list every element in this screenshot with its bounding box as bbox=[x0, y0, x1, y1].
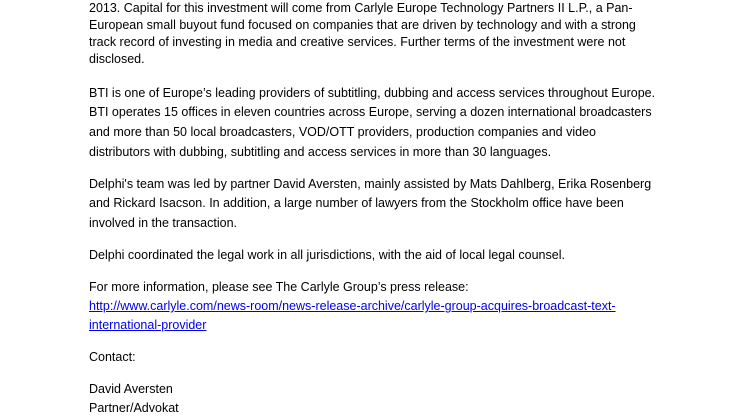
press-release-link-line-1[interactable]: http://www.carlyle.com/news-room/news-release-archive/carlyle-group-acquires-broadcast-text- bbox=[89, 299, 616, 313]
team-line-2: and Rickard Isacson. In addition, a large number of lawyers from the Stockholm office have been bbox=[89, 196, 624, 210]
intro-line-1: 2013. Capital for this investment will come from Carlyle Europe Technology Partners II L.P., a Pan- bbox=[89, 1, 633, 15]
team-line-3: involved in the transaction. bbox=[89, 216, 238, 230]
contact-title: Partner/Advokat bbox=[89, 401, 179, 415]
coordination-line: Delphi coordinated the legal work in all jurisdictions, with the aid of local legal counsel. bbox=[89, 248, 565, 262]
intro-line-4: disclosed. bbox=[89, 52, 145, 66]
bti-line-1: BTI is one of Europe’s leading providers of subtitling, dubbing and access services throughout Europe. bbox=[89, 86, 656, 100]
bti-line-2: BTI operates 15 offices in eleven countries across Europe, serving a dozen international broadcasters bbox=[89, 105, 652, 119]
intro-line-2: European small buyout fund focused on companies that are driven by technology and with a strong bbox=[89, 18, 636, 32]
bti-line-3: and more than 50 local broadcasters, VOD/OTT providers, production companies and video bbox=[89, 125, 596, 139]
intro-line-3: track record of investing in media and creative services. Further terms of the investment were not bbox=[89, 35, 626, 49]
bti-line-4: distributors with dubbing, subtitling and access services in more than 30 languages. bbox=[89, 145, 552, 159]
contact-name: David Aversten bbox=[89, 382, 173, 396]
contact-label: Contact: bbox=[89, 350, 136, 364]
team-line-1: Delphi's team was led by partner David Aversten, mainly assisted by Mats Dahlberg, Erika Rosenberg bbox=[89, 177, 652, 191]
more-info-text: For more information, please see The Carlyle Group’s press release: bbox=[89, 280, 469, 294]
press-release-link-line-2[interactable]: international-provider bbox=[89, 318, 207, 332]
